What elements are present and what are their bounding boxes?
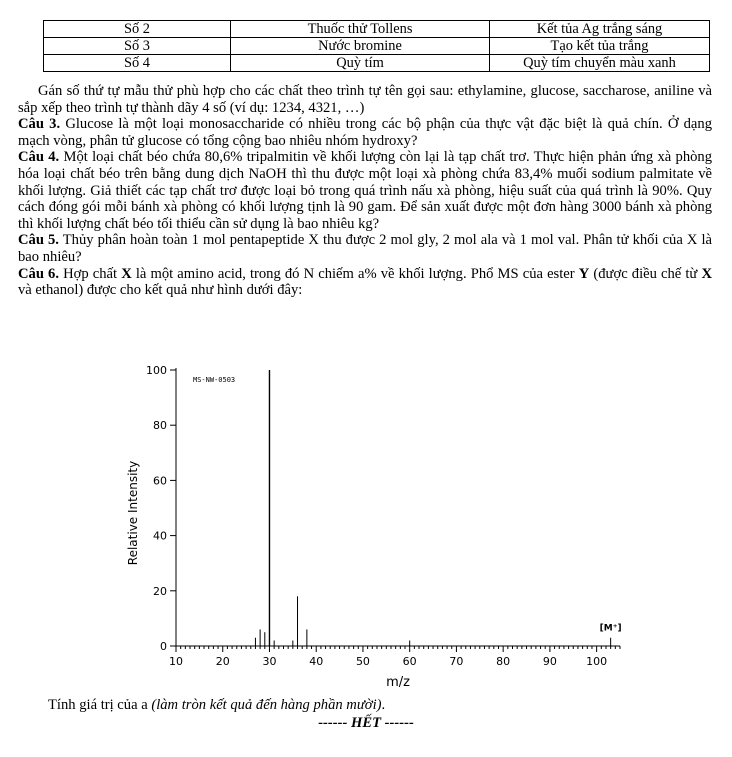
- y-tick-label: 0: [160, 640, 167, 653]
- y-axis-title: Relative Intensity: [126, 460, 140, 566]
- x-tick-label: 100: [586, 655, 608, 668]
- table-row: [44, 21, 710, 38]
- question-6-text-b: là một amino acid, trong đó N chiếm a% về khối lượng. Phổ MS của ester: [131, 265, 579, 282]
- x-tick-label: 70: [449, 655, 464, 668]
- reagent-cell: Thuốc thử Tollens: [231, 21, 490, 38]
- spectrum-id: MS-NW-0503: [193, 376, 236, 384]
- question-4: [18, 149, 712, 232]
- mass-spectrum-figure: [120, 360, 640, 690]
- y-tick-label: 80: [153, 419, 167, 433]
- result-cell: Kết tủa Ag trắng sáng: [490, 21, 710, 38]
- final-prefix: Tính giá trị của a: [48, 697, 152, 713]
- sample-cell: Số 2: [44, 21, 231, 38]
- table-row: [44, 55, 710, 72]
- y-tick-label: 20: [153, 584, 167, 598]
- mass-spectrum-chart: [120, 360, 640, 690]
- result-cell: Quỳ tím chuyển màu xanh: [490, 55, 710, 72]
- x-tick-label: 80: [496, 655, 511, 668]
- question-5-text: Thủy phân hoàn toàn 1 mol pentapeptide X thu được 2 mol gly, 2 mol ala và 1 mol val. Phân tử khối của X là bao nhiêu?: [18, 232, 712, 265]
- x-tick-label: 40: [309, 655, 324, 668]
- compound-x: X: [121, 265, 132, 282]
- end-marker: ------ HẾT ------: [318, 715, 414, 731]
- result-cell: Tạo kết tủa trắng: [490, 38, 710, 55]
- instruction-paragraph: Gán số thứ tự mẫu thử phù hợp cho các chất theo trình tự tên gọi sau: ethylamine, glucose, saccharose, aniline và sắp xếp theo trình tự thành dãy 4 số (ví dụ: 1234, 4321, …): [18, 83, 712, 116]
- final-question: [48, 697, 718, 714]
- molecular-ion-label: [M⁺]: [599, 623, 622, 634]
- question-6-text-d: và ethanol) được cho kết quả như hình dưới đây:: [18, 282, 303, 299]
- compound-x-ref: X: [701, 265, 712, 282]
- x-tick-label: 30: [262, 655, 277, 668]
- question-5: [18, 232, 712, 265]
- question-4-label: Câu 4.: [18, 149, 60, 166]
- ester-y: Y: [578, 265, 590, 282]
- question-3-text: Glucose là một loại monosaccharide có nhiều trong các bộ phận của thực vật đặc biệt là quả chín. Ở dạng mạch vòng, phân tử glucose có tổng cộng bao nhiêu nhóm hydroxy?: [18, 116, 713, 149]
- sample-cell: Số 4: [44, 55, 231, 72]
- question-5-label: Câu 5.: [18, 232, 59, 249]
- question-6-text-c: (được điều chế từ: [589, 265, 702, 282]
- y-tick-label: 40: [153, 529, 167, 543]
- question-6-text-a: Hợp chất: [59, 265, 122, 282]
- x-tick-label: 50: [355, 655, 370, 668]
- rounding-note: (làm tròn kết quả đến hàng phần mười): [151, 697, 382, 713]
- question-6-label: Câu 6.: [18, 265, 60, 282]
- x-axis-title: m/z: [386, 675, 410, 690]
- reagent-table: [43, 20, 710, 72]
- question-3-label: Câu 3.: [18, 116, 61, 133]
- table-row: [44, 38, 710, 55]
- y-tick-label: 100: [146, 364, 167, 377]
- x-tick-label: 10: [169, 655, 183, 668]
- y-tick-label: 60: [153, 474, 167, 488]
- reagent-cell: Quỳ tím: [231, 55, 490, 72]
- question-text: [18, 83, 712, 299]
- question-3: [18, 116, 712, 149]
- sample-cell: Số 3: [44, 38, 231, 55]
- question-6: [18, 266, 712, 299]
- reagent-cell: Nước bromine: [231, 38, 490, 55]
- question-4-text: Một loại chất béo chứa 80,6% tripalmitin về khối lượng còn lại là tạp chất trơ. Thực hiện phản ứng xà phòng hóa loại chất béo trên bằng dung dịch NaOH thì thu được một loại xà phòng chứa 83,4% muối sodium palmitate về khối lượng. Giả thiết các tạp chất trơ được loại bỏ trong quá trình nấu xà phòng, hiệu suất của quá trình là 90%. Quy cách đóng gói mỗi bánh xà phòng có khối lượng tịnh là 90 gam. Để sản xuất được một đơn hàng 3000 bánh xà phòng thì khối lượng chất béo tối thiểu cần sử dụng là bao nhiêu kg?: [18, 149, 713, 232]
- x-tick-label: 60: [402, 655, 417, 668]
- x-tick-label: 20: [215, 655, 230, 668]
- x-tick-label: 90: [542, 655, 557, 668]
- final-suffix: .: [381, 697, 386, 713]
